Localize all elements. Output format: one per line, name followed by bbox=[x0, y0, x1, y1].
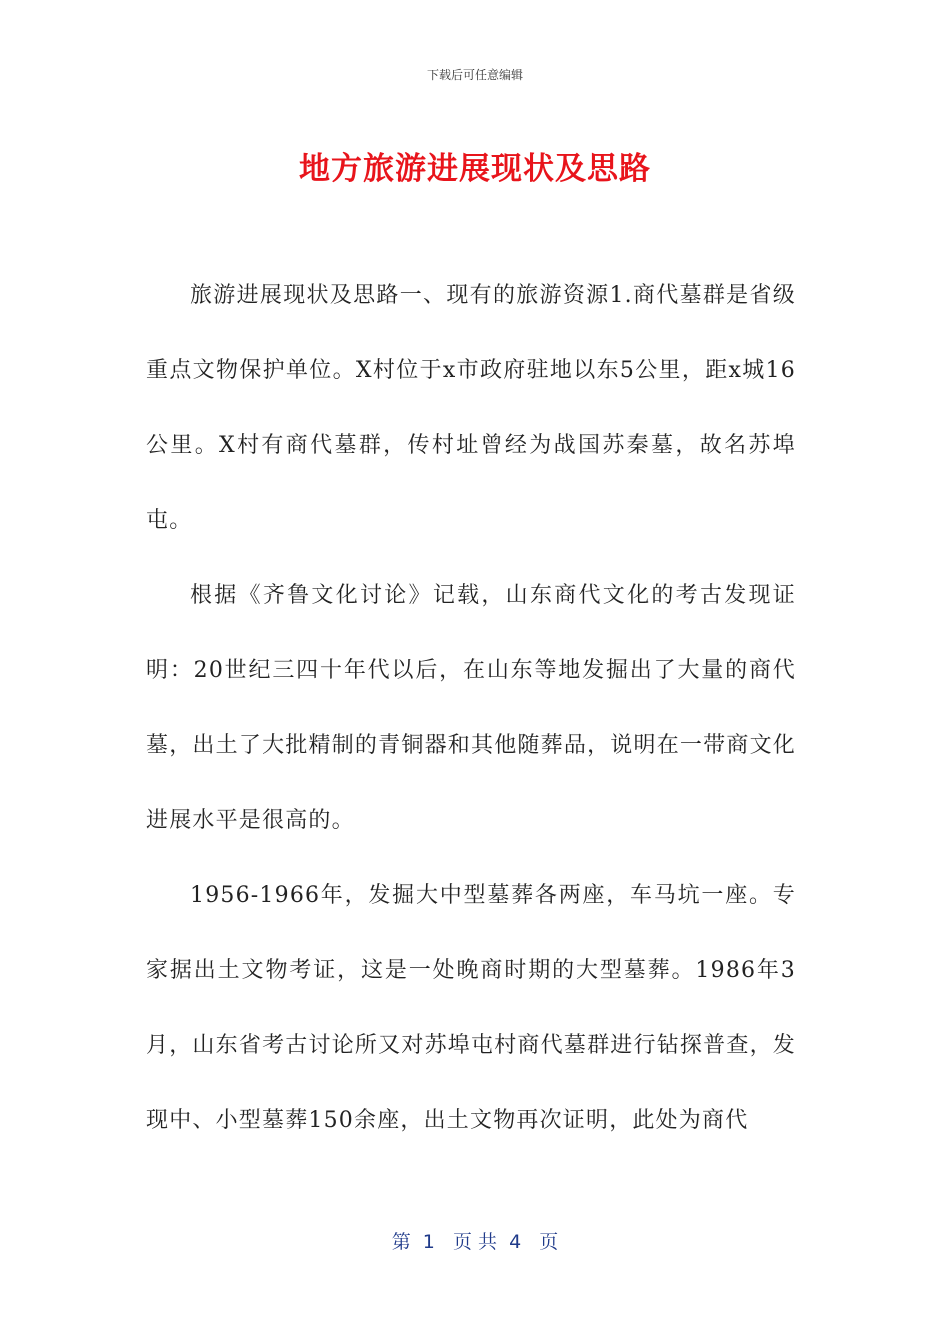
paragraph: 根据《齐鲁文化讨论》记载，山东商代文化的考古发现证明：20世纪三四十年代以后，在山东等地发掘出了大量的商代墓，出土了大批精制的青铜器和其他随葬品，说明在一带商文化进展水平是很高的。 bbox=[146, 583, 796, 833]
page-number-footer: 第 1 页 共 4 页 bbox=[391, 1231, 559, 1253]
header-note: 下载后可任意编辑 bbox=[426, 68, 523, 82]
document-body bbox=[146, 258, 796, 1158]
paragraph: 1956-1966年，发掘大中型墓葬各两座，车马坑一座。专家据出土文物考证，这是一处晚商时期的大型墓葬。1986年3月，山东省考古讨论所又对苏埠屯村商代墓群进行钻探普查，发现中、小型墓葬150余座，出土文物再次证明，此处为商代 bbox=[146, 883, 796, 1133]
paragraph: 旅游进展现状及思路一、现有的旅游资源1.商代墓群是省级重点文物保护单位。X村位于x市政府驻地以东5公里，距x城16公里。X村有商代墓群，传村址曾经为战国苏秦墓，故名苏埠屯。 bbox=[146, 283, 796, 533]
document-title: 地方旅游进展现状及思路 bbox=[299, 151, 651, 187]
